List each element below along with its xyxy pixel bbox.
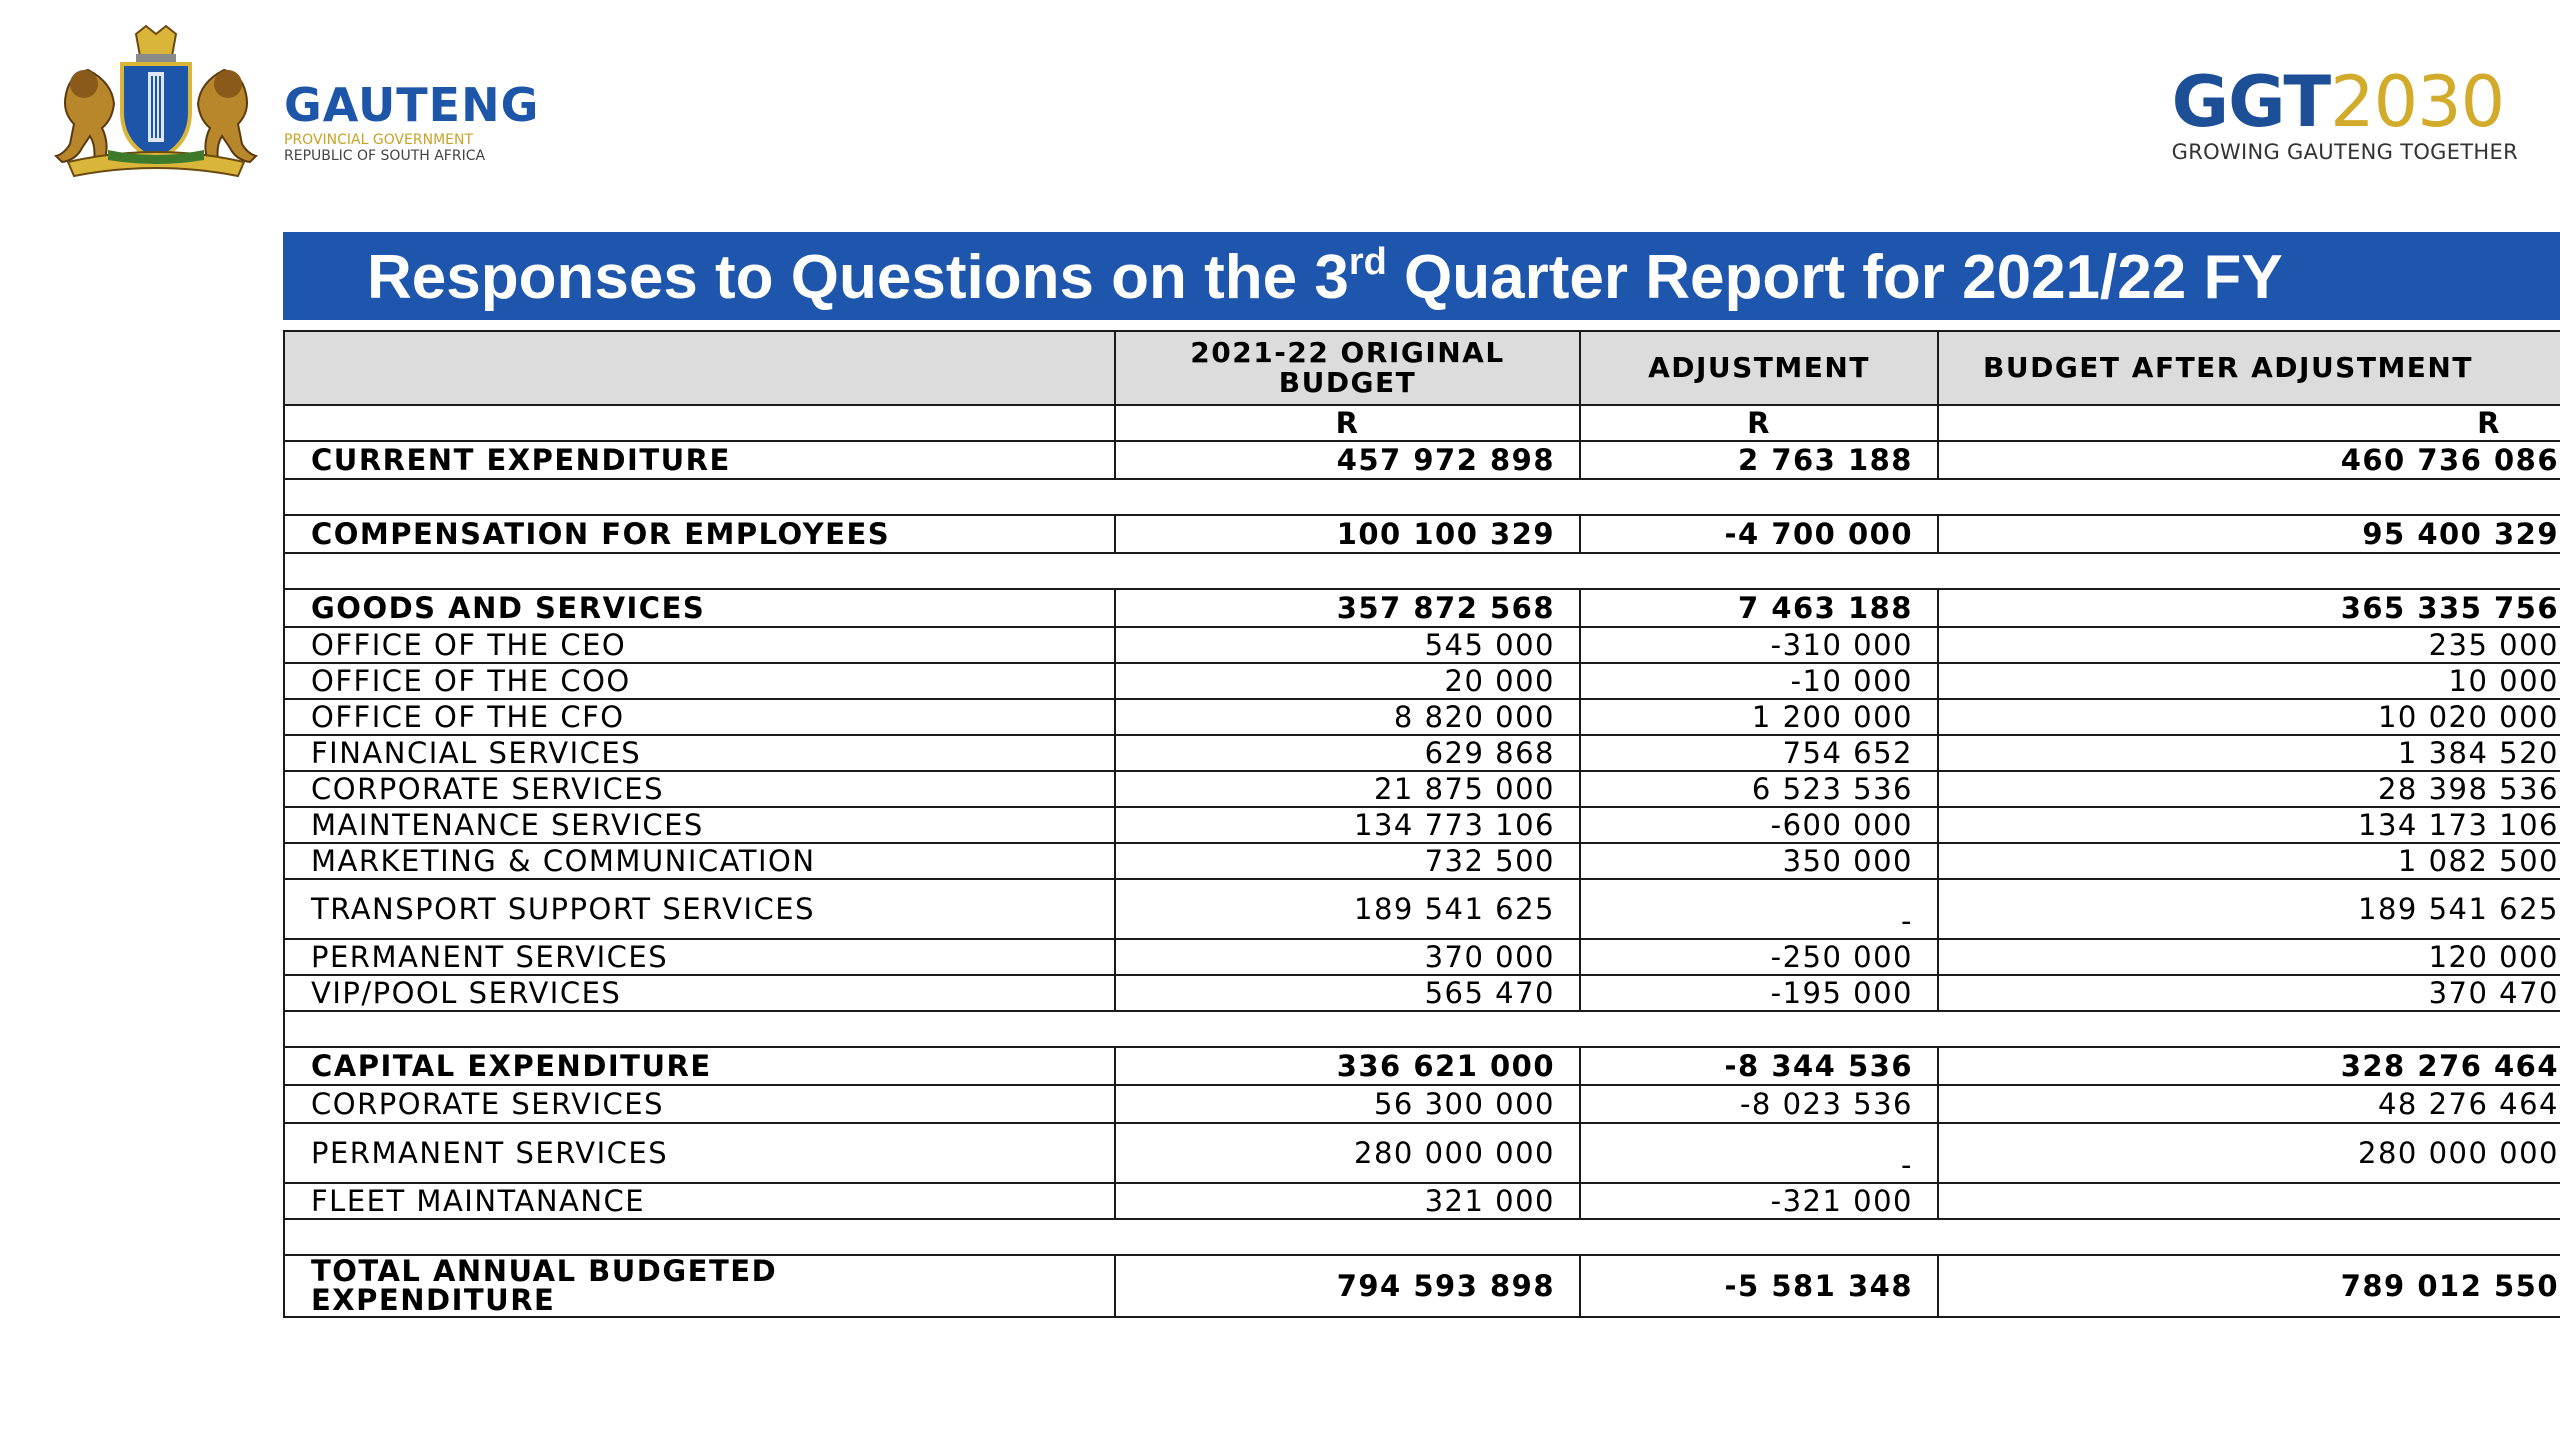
- budget-after-cell: 10 020 000: [1938, 699, 2560, 735]
- budget-after-cell: 328 276 464: [1938, 1047, 2560, 1085]
- original-budget-cell: 21 875 000: [1115, 771, 1580, 807]
- row-label: TOTAL ANNUAL BUDGETED EXPENDITURE: [284, 1255, 1115, 1317]
- budget-after-cell: 95 400 329: [1938, 515, 2560, 553]
- row-label: OFFICE OF THE CEO: [284, 627, 1115, 663]
- budget-table-container: [283, 330, 2560, 1335]
- unit-cell: R: [1580, 405, 1938, 441]
- budget-after-cell: 370 470: [1938, 975, 2560, 1011]
- units-row: [284, 405, 2560, 441]
- table-row: [284, 1123, 2560, 1183]
- row-label: COMPENSATION FOR EMPLOYEES: [284, 515, 1115, 553]
- adjustment-cell: 350 000: [1580, 843, 1938, 879]
- table-row: [284, 807, 2560, 843]
- row-label: CORPORATE SERVICES: [284, 771, 1115, 807]
- adjustment-cell: -195 000: [1580, 975, 1938, 1011]
- row-label: OFFICE OF THE COO: [284, 663, 1115, 699]
- row-label: OFFICE OF THE CFO: [284, 699, 1115, 735]
- spacer-row: [284, 479, 2560, 515]
- budget-after-cell: 189 541 625: [1938, 879, 2560, 939]
- table-row: [284, 515, 2560, 553]
- ggt2030-wordmark: GGT2030: [2171, 61, 2505, 143]
- table-row: [284, 1183, 2560, 1219]
- table-row: [284, 843, 2560, 879]
- budget-table: [283, 330, 2560, 1318]
- adjustment-cell: -600 000: [1580, 807, 1938, 843]
- spacer-row: [284, 1011, 2560, 1047]
- original-budget-cell: 457 972 898: [1115, 441, 1580, 479]
- adjustment-cell: -8 344 536: [1580, 1047, 1938, 1085]
- table-row: [284, 975, 2560, 1011]
- table-row-total: [284, 1255, 2560, 1317]
- adjustment-cell: -250 000: [1580, 939, 1938, 975]
- budget-after-cell: 1 082 500: [1938, 843, 2560, 879]
- adjustment-cell: -8 023 536: [1580, 1085, 1938, 1123]
- original-budget-cell: 100 100 329: [1115, 515, 1580, 553]
- budget-after-cell: 365 335 756: [1938, 589, 2560, 627]
- unit-cell: [284, 405, 1115, 441]
- adjustment-cell: -310 000: [1580, 627, 1938, 663]
- row-label: FINANCIAL SERVICES: [284, 735, 1115, 771]
- budget-after-cell: 28 398 536: [1938, 771, 2560, 807]
- header-item: [284, 331, 1115, 405]
- row-label: CAPITAL EXPENDITURE: [284, 1047, 1115, 1085]
- unit-cell: R: [1115, 405, 1580, 441]
- original-budget-cell: 357 872 568: [1115, 589, 1580, 627]
- budget-after-cell: 48 276 464: [1938, 1085, 2560, 1123]
- original-budget-cell: 370 000: [1115, 939, 1580, 975]
- adjustment-cell: -5 581 348: [1580, 1255, 1938, 1317]
- adjustment-cell: 6 523 536: [1580, 771, 1938, 807]
- original-budget-cell: 134 773 106: [1115, 807, 1580, 843]
- table-row: [284, 939, 2560, 975]
- budget-after-cell: 134 173 106: [1938, 807, 2560, 843]
- table-row: [284, 627, 2560, 663]
- table-row: [284, 879, 2560, 939]
- row-label: CORPORATE SERVICES: [284, 1085, 1115, 1123]
- row-label: FLEET MAINTANANCE: [284, 1183, 1115, 1219]
- adjustment-cell: -4 700 000: [1580, 515, 1938, 553]
- table-row: [284, 663, 2560, 699]
- gauteng-subtitle: PROVINCIAL GOVERNMENT: [284, 132, 474, 148]
- adjustment-cell: 754 652: [1580, 735, 1938, 771]
- original-budget-cell: 321 000: [1115, 1183, 1580, 1219]
- adjustment-cell: 2 763 188: [1580, 441, 1938, 479]
- original-budget-cell: 565 470: [1115, 975, 1580, 1011]
- table-header-row: [284, 331, 2560, 405]
- adjustment-cell: -: [1580, 879, 1938, 939]
- gauteng-crest-logo: [48, 22, 264, 182]
- original-budget-cell: 545 000: [1115, 627, 1580, 663]
- budget-after-cell: 10 000: [1938, 663, 2560, 699]
- header-budget-after-adjustment: BUDGET AFTER ADJUSTMENT: [1938, 331, 2560, 405]
- table-row: [284, 589, 2560, 627]
- unit-cell: R: [1938, 405, 2560, 441]
- original-budget-cell: 189 541 625: [1115, 879, 1580, 939]
- adjustment-cell: 1 200 000: [1580, 699, 1938, 735]
- original-budget-cell: 629 868: [1115, 735, 1580, 771]
- row-label: VIP/POOL SERVICES: [284, 975, 1115, 1011]
- budget-after-cell: 460 736 086: [1938, 441, 2560, 479]
- row-label: CURRENT EXPENDITURE: [284, 441, 1115, 479]
- original-budget-cell: 280 000 000: [1115, 1123, 1580, 1183]
- original-budget-cell: 732 500: [1115, 843, 1580, 879]
- adjustment-cell: 7 463 188: [1580, 589, 1938, 627]
- row-label: PERMANENT SERVICES: [284, 939, 1115, 975]
- budget-after-cell: 1 384 520: [1938, 735, 2560, 771]
- spacer-row: [284, 553, 2560, 589]
- title-bar: [283, 232, 2560, 326]
- original-budget-cell: 336 621 000: [1115, 1047, 1580, 1085]
- budget-after-cell: 789 012 550: [1938, 1255, 2560, 1317]
- spacer-row: [284, 1219, 2560, 1255]
- original-budget-cell: 20 000: [1115, 663, 1580, 699]
- budget-after-cell: 235 000: [1938, 627, 2560, 663]
- adjustment-cell: -: [1580, 1123, 1938, 1183]
- row-label: MAINTENANCE SERVICES: [284, 807, 1115, 843]
- original-budget-cell: 794 593 898: [1115, 1255, 1580, 1317]
- table-row: [284, 771, 2560, 807]
- adjustment-cell: -10 000: [1580, 663, 1938, 699]
- page-title: Responses to Questions on the 3rd Quarter Report for 2021/22 FY: [367, 241, 2283, 312]
- row-label: TRANSPORT SUPPORT SERVICES: [284, 879, 1115, 939]
- gauteng-name: GAUTENG: [284, 78, 540, 132]
- budget-after-cell: 280 000 000: [1938, 1123, 2560, 1183]
- table-row: [284, 699, 2560, 735]
- table-row: [284, 1047, 2560, 1085]
- table-row: [284, 441, 2560, 479]
- budget-after-cell: [1938, 1183, 2560, 1219]
- gauteng-country: REPUBLIC OF SOUTH AFRICA: [284, 148, 486, 164]
- table-row: [284, 1085, 2560, 1123]
- original-budget-cell: 8 820 000: [1115, 699, 1580, 735]
- row-label: MARKETING & COMMUNICATION: [284, 843, 1115, 879]
- row-label: GOODS AND SERVICES: [284, 589, 1115, 627]
- ggt2030-logo: [2171, 61, 2518, 164]
- gauteng-wordmark: [284, 78, 540, 164]
- budget-after-cell: 120 000: [1938, 939, 2560, 975]
- table-row: [284, 735, 2560, 771]
- original-budget-cell: 56 300 000: [1115, 1085, 1580, 1123]
- header-original-budget: 2021-22 ORIGINAL BUDGET: [1115, 331, 1580, 405]
- adjustment-cell: -321 000: [1580, 1183, 1938, 1219]
- header-adjustment: ADJUSTMENT: [1580, 331, 1938, 405]
- row-label: PERMANENT SERVICES: [284, 1123, 1115, 1183]
- ggt2030-tagline: GROWING GAUTENG TOGETHER: [2171, 140, 2518, 164]
